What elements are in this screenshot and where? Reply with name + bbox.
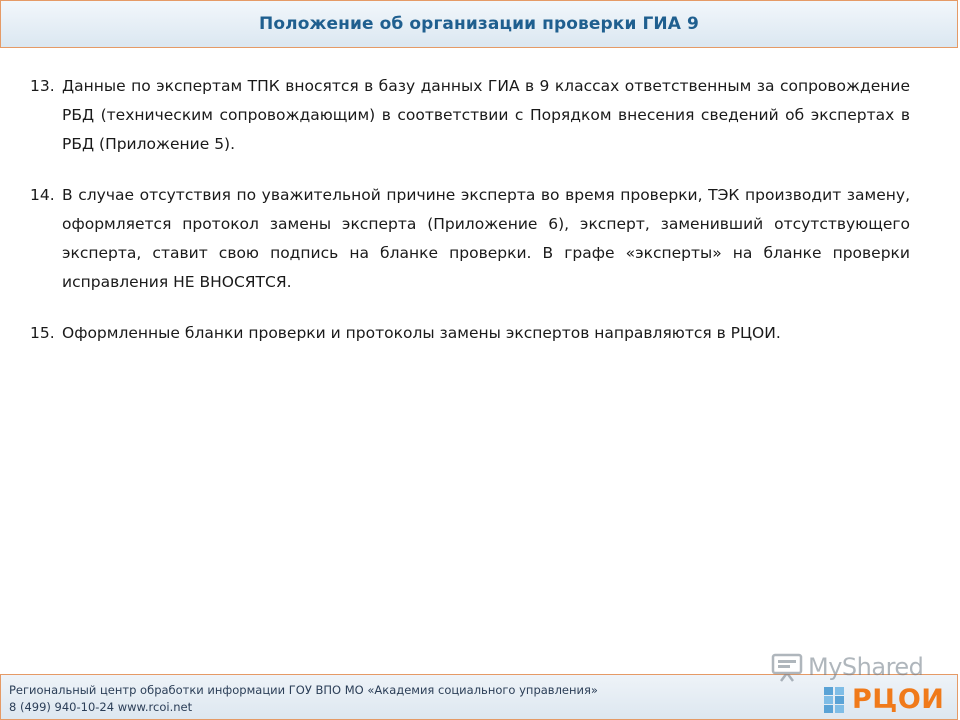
rcoi-logo-text: РЦОИ <box>852 684 945 715</box>
rcoi-logo <box>822 684 944 715</box>
logo-area <box>770 652 950 718</box>
list-item-text: В случае отсутствия по уважительной причине эксперта во время проверки, ТЭК производит замену, оформляется протокол замены эксперта (Приложение 6), эксперт, заменивший отсутствующего эксперта, ставит свою подпись на бланке проверки. В графе «эксперты» на бланке проверки исправления НЕ ВНОСЯТСЯ. <box>62 186 910 291</box>
list-item-number: 14. <box>30 186 55 204</box>
list-item-number: 15. <box>30 324 55 342</box>
list-item <box>30 319 910 348</box>
footer-contacts: 8 (499) 940-10-24 www.rcoi.net <box>9 700 193 714</box>
stacked-cubes-icon <box>822 685 848 715</box>
presentation-board-icon <box>770 652 804 682</box>
watermark <box>770 652 923 682</box>
list-item-number: 13. <box>30 77 55 95</box>
list-item-text: Оформленные бланки проверки и протоколы замены экспертов направляются в РЦОИ. <box>62 324 781 342</box>
list-item-text: Данные по экспертам ТПК вносятся в базу данных ГИА в 9 классах ответственным за сопровождение РБД (техническим сопровождающим) в соответствии с Порядком внесения сведений об экспертах в РБД (Приложение 5). <box>62 77 910 153</box>
slide-content <box>30 72 910 370</box>
watermark-text: MyShared <box>808 653 924 681</box>
list-item <box>30 181 910 297</box>
list-item <box>30 72 910 159</box>
slide-header <box>0 0 958 48</box>
slide-title: Положение об организации проверки ГИА 9 <box>259 14 699 34</box>
footer-organization: Региональный центр обработки информации ГОУ ВПО МО «Академия социального управления» <box>9 683 598 697</box>
